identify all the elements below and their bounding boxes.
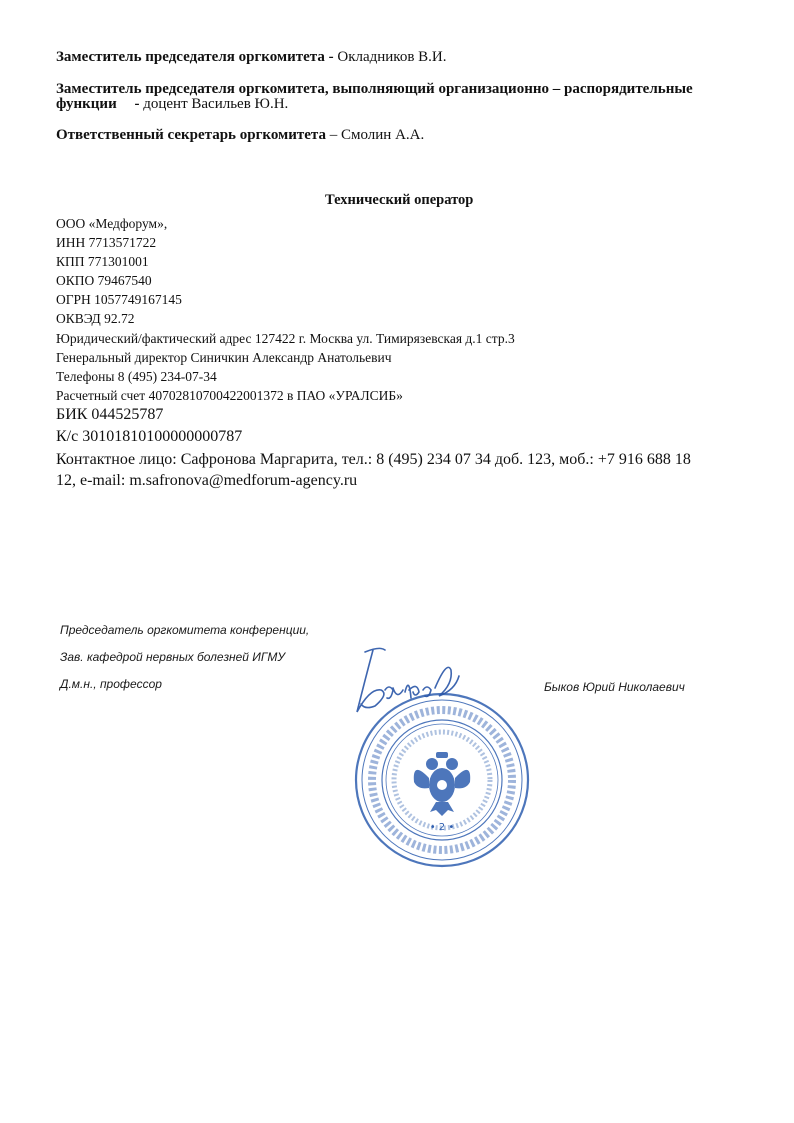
operator-ogrn: ОГРН 1057749167145 [56,292,182,307]
operator-contact-email: 12, e-mail: m.safronova@medforum-agency.ru [56,472,358,489]
operator-director: Генеральный директор Синичкин Александр Анатольевич [56,350,392,365]
secretary-role: Ответственный секретарь оргкомитета [56,127,326,143]
secretary-name: Смолин А.А. [341,127,425,143]
operator-corr-account: К/с 30101810100000000787 [56,428,243,445]
operator-heading: Технический оператор [325,192,474,208]
signatory-title: Председатель оргкомитета конференции, [60,623,310,637]
secretary-separator: – [326,127,341,143]
svg-text:• 2 •: • 2 • [429,822,455,833]
signatory-degree: Д.м.н., профессор [60,677,162,691]
operator-contact: Контактное лицо: Сафронова Маргарита, тел.: 8 (495) 234 07 34 доб. 123, моб.: +7 916 688 18 [56,451,691,468]
operator-bik: БИК 044525787 [56,406,164,423]
deputy-name: Окладников В.И. [337,49,447,65]
deputy-2-name: доцент Васильев Ю.Н. [143,96,289,112]
deputy-chair-2-line [56,95,288,113]
handwritten-signature [335,640,485,725]
operator-okved: ОКВЭД 92.72 [56,311,135,326]
signatory-name: Быков Юрий Николаевич [544,680,685,694]
deputy-role: Заместитель председателя оргкомитета [56,49,325,65]
operator-account: Расчетный счет 40702810700422001372 в ПАО «УРАЛСИБ» [56,388,403,403]
deputy-chair-line-1 [56,48,447,66]
signature-icon [335,640,485,725]
operator-okpo: ОКПО 79467540 [56,273,152,288]
operator-company: ООО «Медфорум», [56,216,168,231]
operator-inn: ИНН 7713571722 [56,235,157,250]
deputy-chair-2-role-line: Заместитель председателя оргкомитета, выполняющий организационно – распорядительные [56,81,693,97]
signatory-department: Зав. кафедрой нервных болезней ИГМУ [60,650,286,664]
deputy-separator: - [324,49,338,65]
operator-address: Юридический/фактический адрес 127422 г. Москва ул. Тимирязевская д.1 стр.3 [56,331,515,346]
deputy-2-separator: - [130,96,144,112]
deputy-2-role-cont: функции [56,96,117,112]
operator-phones: Телефоны 8 (495) 234-07-34 [56,369,217,384]
operator-kpp: КПП 771301001 [56,254,149,269]
secretary-line [56,126,424,144]
